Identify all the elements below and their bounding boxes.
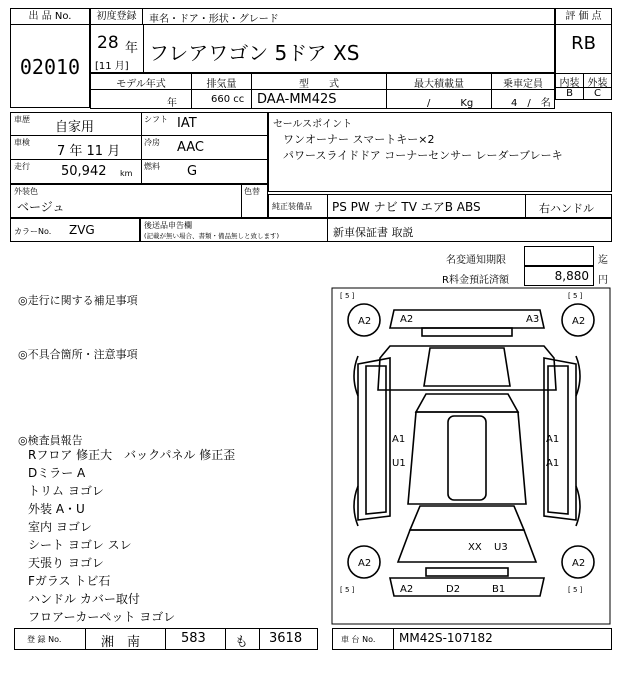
color-no-block: [10, 218, 140, 242]
color-label: 外装色: [14, 187, 38, 196]
inspector-line: トリム ヨゴレ: [28, 484, 104, 498]
model-year-unit: 年: [167, 98, 177, 109]
damage-mark: U1: [392, 458, 406, 469]
color: ベージュ: [17, 200, 65, 214]
name-change-field: [524, 246, 594, 266]
ac-label: 冷房: [144, 138, 160, 147]
spec-row: [90, 73, 555, 109]
damage-mark: A3: [526, 314, 540, 325]
name-change-unit: 迄: [598, 255, 608, 266]
inspector-line: Fガラス トビ石: [28, 574, 111, 588]
lot-number-label: 出 品 No.: [11, 9, 89, 25]
lot-number: 02010: [19, 55, 81, 79]
defect-notes-label: ◎不具合箇所・注意事項: [18, 348, 138, 361]
repaint-label: 色替: [244, 187, 260, 196]
color-no: ZVG: [69, 223, 95, 237]
fuel-label: 燃料: [144, 162, 160, 171]
equipment-label: 純正装備品: [272, 202, 312, 211]
damage-mark: D2: [446, 584, 461, 595]
damage-mark: A2: [358, 316, 372, 327]
damage-mark: A2: [572, 316, 586, 327]
vehicle-name-box: [90, 8, 555, 73]
damage-mark: U3: [494, 542, 508, 553]
recycle-label: R料金預託済額: [442, 275, 509, 286]
chassis-label: 車 台 No.: [341, 635, 376, 644]
reg-kana: も: [235, 635, 249, 650]
sales-point-label: セールスポイント: [273, 119, 353, 130]
tire-tread-label: [ 5 ]: [568, 292, 583, 300]
chassis-row: [332, 628, 612, 650]
registration-row: [14, 628, 318, 650]
model-type: DAA-MM42S: [257, 92, 337, 107]
docs-note: (記載が無い場合、書類・備品無しと致します): [144, 232, 280, 240]
mileage: 50,942: [61, 164, 107, 179]
mileage-unit: km: [120, 169, 133, 178]
exterior-label: 外装: [587, 78, 608, 89]
ac: AAC: [177, 140, 204, 155]
chassis-number: MM42S-107182: [399, 631, 493, 645]
handle-position: 右ハンドル: [539, 202, 594, 215]
equipment: PS PW ナビ TV エアB ABS: [332, 200, 481, 214]
reg-class: 583: [181, 631, 206, 646]
interior-score: B: [566, 88, 573, 99]
docs-label: 後送品申告欄: [144, 221, 192, 230]
car-name: フレアワゴン 5ドア XS: [149, 41, 360, 65]
sales-point-2: パワースライドドア コーナーセンサー レーダーブレーキ: [283, 149, 563, 162]
inspector-line: Dミラー A: [28, 466, 86, 480]
tire-tread-label: [ 5 ]: [340, 292, 355, 300]
damage-mark: A2: [572, 558, 586, 569]
inspector-line: 外装 A・U: [28, 502, 85, 516]
reg-year-unit: 年: [125, 41, 139, 56]
inspector-line: シート ヨゴレ スレ: [28, 538, 132, 552]
recycle-fee: 8,880: [554, 269, 589, 283]
damage-mark: A1: [546, 458, 560, 469]
inspector-line: ハンドル カバー取付: [28, 592, 140, 606]
inspector-line: 天張り ヨゴレ: [28, 556, 104, 570]
tire-tread-label: [ 5 ]: [340, 586, 355, 594]
fuel: G: [187, 164, 198, 179]
reg-number: 3618: [269, 631, 303, 646]
tire-tread-label: [ 5 ]: [568, 586, 583, 594]
score-label: 評 価 点: [556, 9, 611, 25]
lot-number-box: [10, 8, 90, 108]
history-block: [10, 112, 268, 184]
inspector-report-label: ◎検査員報告: [18, 434, 83, 447]
overall-score: RB: [571, 33, 596, 54]
reg-month: [11 月]: [95, 61, 129, 72]
history: 自家用: [55, 120, 95, 135]
name-change-label: 名変通知期限: [446, 255, 506, 266]
docs-block: [140, 218, 612, 242]
damage-mark: A2: [400, 314, 414, 325]
vehicle-name-label: 車名・ドア・形状・グレード: [149, 14, 279, 25]
history-label: 車歴: [14, 115, 30, 124]
equipment-block: [268, 194, 612, 218]
reg-area: 湘 南: [101, 635, 141, 650]
inspector-line: Rフロア 修正大 バックパネル 修正歪: [28, 448, 236, 462]
damage-mark: XX: [468, 542, 482, 553]
color-no-label: カラーNo.: [14, 227, 52, 236]
drive-notes-label: ◎走行に関する補足事項: [18, 294, 138, 307]
inspector-line: 室内 ヨゴレ: [28, 520, 92, 534]
damage-mark: A1: [392, 434, 406, 445]
first-reg-label: 初度登録: [91, 9, 143, 25]
shift: IAT: [177, 116, 197, 131]
sales-point-block: [268, 112, 612, 192]
capacity: 4 / 名: [511, 98, 551, 109]
docs: 新車保証書 取説: [333, 226, 414, 239]
car-damage-diagram: [330, 286, 612, 626]
damage-mark: B1: [492, 584, 506, 595]
inspection: 7 年 11 月: [57, 144, 121, 159]
max-load: / Kg: [427, 98, 474, 109]
inspection-label: 車検: [14, 138, 30, 147]
damage-mark: A2: [358, 558, 372, 569]
max-load-label: 最大積載量: [414, 79, 464, 90]
sales-point-1: ワンオーナー スマートキー×2: [283, 133, 435, 146]
capacity-label: 乗車定員: [503, 79, 543, 90]
color-block: [10, 184, 268, 218]
inspector-line: フロアーカーペット ヨゴレ: [28, 610, 176, 624]
interior-label: 内装: [559, 78, 580, 89]
model-year-label: モデル年式: [116, 79, 166, 90]
recycle-unit: 円: [598, 275, 608, 286]
mileage-label: 走行: [14, 162, 30, 171]
damage-mark: A1: [546, 434, 560, 445]
reg-year: 28: [97, 33, 119, 53]
damage-mark: A2: [400, 584, 414, 595]
type-label: 型 式: [299, 79, 339, 90]
score-box: [555, 8, 612, 100]
displacement: 660 cc: [211, 94, 245, 105]
reg-label: 登 録 No.: [27, 635, 62, 644]
shift-label: シフト: [144, 115, 168, 124]
exterior-score: C: [594, 88, 601, 99]
displacement-label: 排気量: [206, 79, 237, 90]
recycle-field: [524, 266, 594, 286]
